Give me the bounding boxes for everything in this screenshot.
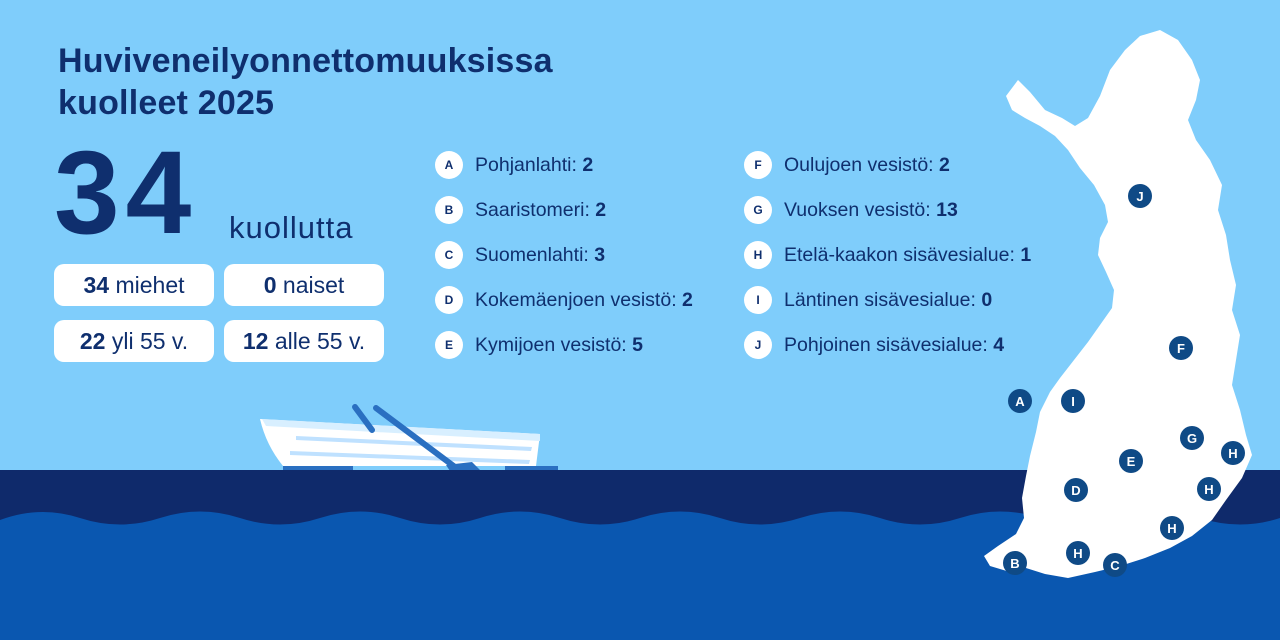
stat-label: naiset: [282, 272, 345, 298]
region-value: 2: [682, 289, 693, 311]
legend-item: [435, 194, 693, 239]
map-marker: [1128, 184, 1152, 208]
svg-text:F: F: [1177, 341, 1185, 356]
region-name: Oulujoen vesistö:: [784, 154, 934, 176]
legend-item: [435, 284, 693, 329]
region-badge: E: [435, 331, 463, 359]
region-badge: C: [435, 241, 463, 269]
region-legend-right: [744, 149, 1031, 374]
map-marker: [1061, 389, 1085, 413]
map-marker: [1064, 478, 1088, 502]
total-count: 34: [54, 127, 198, 259]
page-title: [58, 40, 553, 124]
region-badge: G: [744, 196, 772, 224]
title-line-2: kuolleet 2025: [58, 84, 275, 122]
stat-women: [224, 264, 384, 306]
map-marker: [1066, 541, 1090, 565]
region-badge: J: [744, 331, 772, 359]
region-name: Vuoksen vesistö:: [784, 199, 931, 221]
region-badge: F: [744, 151, 772, 179]
region-badge: D: [435, 286, 463, 314]
map-marker: [1221, 441, 1245, 465]
svg-text:G: G: [1186, 431, 1198, 446]
title-line-1: Huviveneilyonnettomuuksissa: [58, 42, 553, 80]
legend-item: [435, 149, 693, 194]
region-name: Suomenlahti:: [475, 244, 589, 266]
stat-over-55: [54, 320, 214, 362]
legend-item: [435, 239, 693, 284]
region-value: 2: [939, 154, 950, 176]
stat-value: 34: [83, 272, 110, 298]
map-marker: [1119, 449, 1143, 473]
svg-text:D: D: [1071, 483, 1081, 498]
svg-text:B: B: [1010, 556, 1020, 571]
region-badge: B: [435, 196, 463, 224]
map-marker: [1008, 389, 1032, 413]
legend-item: [435, 329, 693, 374]
legend-item: [744, 149, 1031, 194]
map-marker: [1197, 477, 1221, 501]
svg-text:C: C: [1110, 558, 1120, 573]
region-value: 2: [595, 199, 607, 221]
region-name: Pohjanlahti:: [475, 154, 577, 176]
stat-value: 12: [242, 328, 269, 354]
region-value: 5: [632, 334, 644, 356]
svg-text:H: H: [1073, 546, 1083, 561]
region-badge: I: [744, 286, 772, 314]
total-unit: kuollutta: [229, 210, 354, 245]
region-badge: H: [744, 241, 772, 269]
legend-item: [744, 284, 1031, 329]
legend-item: [744, 329, 1031, 374]
region-value: 1: [1020, 244, 1032, 266]
map-marker: [1180, 426, 1204, 450]
region-name: Etelä-kaakon sisävesialue:: [784, 244, 1015, 266]
region-name: Saaristomeri:: [475, 199, 590, 221]
svg-text:H: H: [1204, 482, 1214, 497]
region-badge: A: [435, 151, 463, 179]
region-legend-left: [435, 149, 693, 374]
svg-text:J: J: [1136, 189, 1144, 204]
region-value: 13: [936, 199, 958, 221]
stat-men: [54, 264, 214, 306]
svg-text:H: H: [1167, 521, 1177, 536]
svg-text:E: E: [1126, 454, 1136, 469]
map-marker: [1160, 516, 1184, 540]
region-name: Läntinen sisävesialue:: [784, 289, 976, 311]
svg-text:H: H: [1228, 446, 1238, 461]
map-marker: [1103, 553, 1127, 577]
stat-label: yli 55 v.: [111, 328, 189, 354]
stat-value: 22: [79, 328, 106, 354]
legend-item: [744, 194, 1031, 239]
svg-text:A: A: [1015, 394, 1025, 409]
legend-item: [744, 239, 1031, 284]
region-name: Kymijoen vesistö:: [475, 334, 627, 356]
region-name: Pohjoinen sisävesialue:: [784, 334, 988, 356]
map-marker: [1003, 551, 1027, 575]
stat-label: alle 55 v.: [274, 328, 366, 354]
region-value: 2: [582, 154, 594, 176]
stat-label: miehet: [115, 272, 185, 298]
region-value: 4: [993, 334, 1005, 356]
map-marker: [1169, 336, 1193, 360]
stat-under-55: [224, 320, 384, 362]
region-value: 0: [981, 289, 993, 311]
region-value: 3: [594, 244, 606, 266]
svg-text:I: I: [1071, 394, 1075, 409]
stat-value: 0: [263, 272, 277, 298]
region-name: Kokemäenjoen vesistö:: [475, 289, 677, 311]
